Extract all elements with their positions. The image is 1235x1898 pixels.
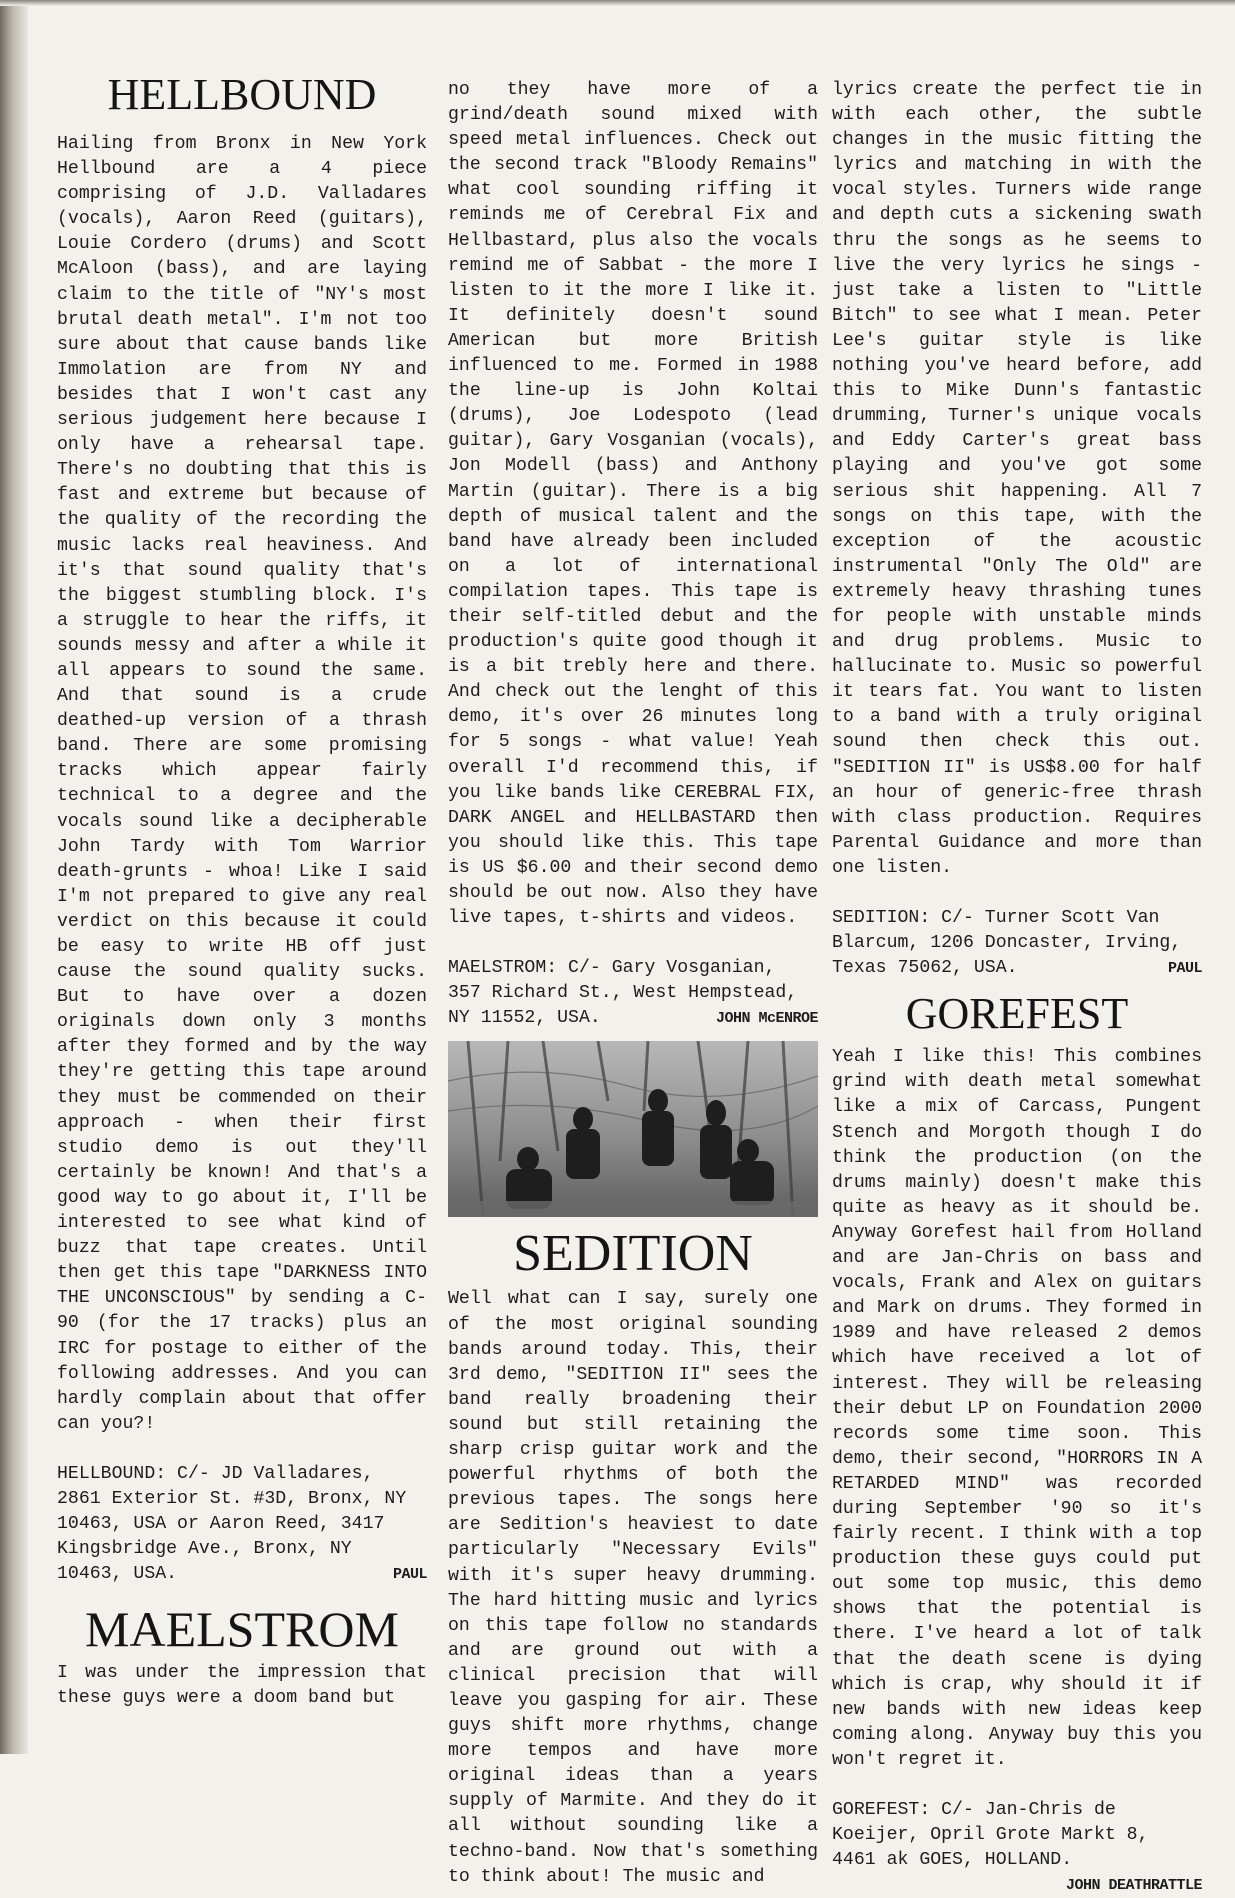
hellbound-review: Hailing from Bronx in New York Hellbound are a 4 piece comprising of J.D. Valladares (vocals), Aaron Reed (guitars), Louie Cordero (drums) and Scott McAloon (bass), and are laying claim to the title of "NY's most brutal death metal". I'm not too sure about that cause bands like Immolation are from NY and besides that I won't cast any serious judgement here because I only have a rehearsal tape. There's no doubting that this is fast and extreme but because of the quality of the recording the music lacks real heaviness. And it's that sound quality that's the biggest stumbling block. I's a struggle to hear the riffs, it sounds messy and after a while it all appears to sound the same. And that sound is a crude deathed-up version of a thrash band. There are some promising tracks which appear fairly technical to a degree and the vocals sound like a decipherable John Tardy with Tom Warrior death-grunts - whoa! Like I said I'm not prepared to give any real verdict on this because it could be easy to write HB off just cause the sound quality sucks. But to have over a dozen originals down only 3 months after they formed and by the way they're getting this tape around they must be commended on their approach - when their first studio demo is out they'll certainly be known! And that's a good way to go about it, I'll be interested to see what kind of buzz that tape creates. Until then get this tape "DARKNESS INTO THE UNCONSCIOUS" by sending a C-90 (for the 17 tracks) plus an IRC for postage to either of the following addresses. And you can hardly complain about that offer can you?! (57, 134, 427, 1434)
hellbound-signature: PAUL (392, 1566, 427, 1584)
sedition-contact (832, 906, 1202, 981)
gorefest-contact (832, 1798, 1202, 1895)
page-binding-edge (0, 0, 28, 1754)
sedition-review-start: Well what can I say, surely one of the most original sounding bands around today. This, their 3rd demo, "SEDITION II" sees the band really broadening their sound but still retaining the sharp crisp guitar work and the powerful rhythms of both the previous tapes. The songs here are Sedition's heaviest to date particularly "Necessary Evils" with it's super heavy drumming. The hard hitting music and lyrics on this tape follow no standards and are ground out with a clinical precision that will leave you gasping for air. These guys shift more rhythms, change more tempos and have more original ideas than a years supply of Marmite. And they do it all without sounding like a techno-band. Now that's something to think about! The music and (448, 1289, 818, 1887)
sedition-signature: PAUL (1167, 960, 1202, 978)
gorefest-review: Yeah I like this! This combines grind with death metal somewhat like a mix of Carcass, Pungent Stench and Morgoth though I do think the production (on the drums mainly) doesn't make this quite as heavy as it should be. Anyway Gorefest hail from Holland and are Jan-Chris on bass and vocals, Frank and Alex on guitars and Mark on drums. They formed in 1989 and have released 2 demos which have received a lot of interest. They will be releasing their debut LP on Foundation 2000 records some time soon. This demo, their second, "HORRORS IN A RETARDED MIND" was recorded during September '90 so it's fairly recent. I think with a top production these guys could put out some top music, this demo shows that the potential is there. I've heard a lot of talk that the death scene is dying which is crap, why should it if new bands with new ideas keep coming along. Anyway buy this you won't regret it. (832, 1047, 1202, 1770)
band-photo (448, 1041, 818, 1217)
sedition-heading: SEDITION (513, 1225, 753, 1283)
column-3 (832, 78, 1202, 1898)
maelstrom-review-start: I was under the impression that these guys were a doom band but (57, 1663, 427, 1709)
maelstrom-address: MAELSTROM: C/- Gary Vosganian, 357 Richard St., West Hempstead, NY 11552, USA. (448, 958, 798, 1029)
hellbound-heading: HELLBOUND (107, 70, 377, 119)
maelstrom-contact (448, 956, 818, 1031)
hellbound-address: HELLBOUND: C/- JD Valladares, 2861 Exterior St. #3D, Bronx, NY 10463, USA or Aaron Reed, 3417 Kingsbridge Ave., Bronx, NY 10463, USA. (57, 1463, 407, 1585)
sedition-address: SEDITION: C/- Turner Scott Van Blarcum, 1206 Doncaster, Irving, Texas 75062, USA. (832, 908, 1182, 979)
gorefest-address: GOREFEST: C/- Jan-Chris de Koeijer, Opril Grote Markt 8, 4461 ak GOES, HOLLAND. (832, 1800, 1149, 1871)
band-photo-image (448, 1041, 818, 1217)
column-1 (57, 70, 427, 1712)
page-top-edge (0, 0, 1235, 6)
maelstrom-heading: MAELSTROM (85, 1601, 399, 1658)
sedition-review-continued: lyrics create the perfect tie in with each other, the subtle changes in the music fitting the lyrics and matching in with the vocal styles. Turners wide range and depth cuts a sickening swath thru the songs as he seems to live the very lyrics he sings - just take a listen to "Little Bitch" to see what I mean. Peter Lee's guitar style is like nothing you've heard before, add this to Mike Dunn's fantastic drumming, Turner's unique vocals and Eddy Carter's great bass playing and you've got some serious shit happening. All 7 songs on this tape, with the exception of the acoustic instrumental "Only The Old" are extremely heavy thrashing tunes for people with unstable minds and drug problems. Music to hallucinate to. Music so powerful it tears fat. You want to listen to a band with a truly original sound then check this out. "SEDITION II" is US$8.00 for half an hour of generic-free thrash with class production. Requires Parental Guidance and more than one listen. (832, 80, 1202, 878)
maelstrom-signature: JOHN McENROE (715, 1010, 818, 1028)
hellbound-contact (57, 1462, 427, 1587)
gorefest-heading: GOREFEST (905, 989, 1129, 1039)
gorefest-signature: JOHN DEATHRATTLE (1065, 1877, 1202, 1895)
maelstrom-review-continued: no they have more of a grind/death sound mixed with speed metal influences. Check out the second track "Bloody Remains" what cool sounding riffing it reminds me of Cerebral Fix and Hellbastard, plus also the vocals remind me of Sabbat - the more I listen to it the more I like it. It definitely doesn't sound American but more British influenced to me. Formed in 1988 the line-up is John Koltai (drums), Joe Lodespoto (lead guitar), Gary Vosganian (vocals), Jon Modell (bass) and Anthony Martin (guitar). There is a big depth of musical talent and the band have already been included on a lot of international compilation tapes. This tape is their self-titled debut and the production's quite good though it is a bit trebly here and there. And check out the lenght of this demo, it's over 26 minutes long for 5 songs - what value! Yeah overall I'd recommend this, if you like bands like CEREBRAL FIX, DARK ANGEL and HELLBASTARD then you should like this. This tape is US $6.00 and their second demo should be out now. Also they have live tapes, t-shirts and videos. (448, 80, 818, 929)
column-2 (448, 78, 818, 1890)
